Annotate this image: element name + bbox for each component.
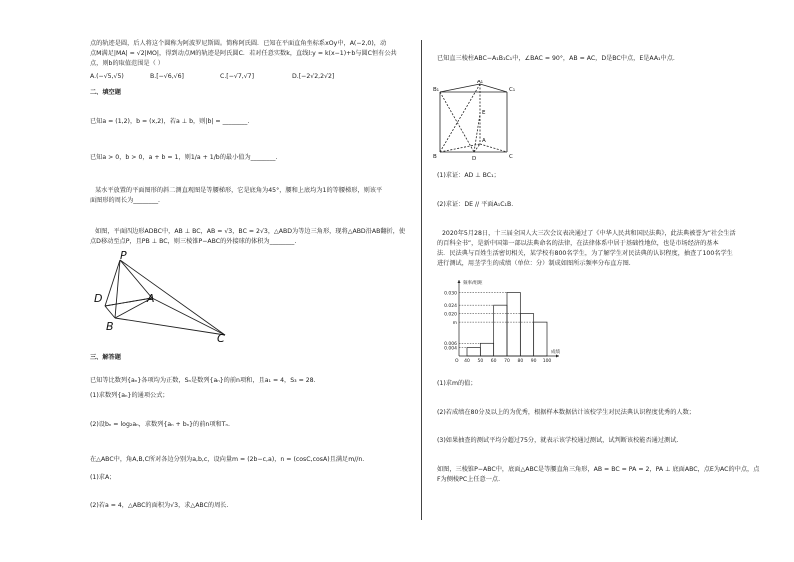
triangle-part-2: (2)若a = 4，△ABC的面积为√3，求△ABC的周长. (90, 502, 229, 509)
apollonius-line-3: 点，则b的取值范围是（ ） (90, 60, 164, 67)
column-divider (421, 40, 422, 520)
min-value-question: 已知a > 0，b > 0，a + b = 1，则1/a + 1/b的最小值为________. (90, 154, 278, 161)
edge-pc (120, 260, 225, 335)
edge-ba1 (440, 84, 480, 152)
histogram-bar (520, 314, 533, 356)
histogram-bar (507, 292, 520, 356)
option-a: A.(−√5,√5) (90, 73, 124, 80)
prism-question: 已知直三棱柱ABC−A₁B₁C₁中，∠BAC = 90°，AB = AC，D是BC中点，E是AA₁中点. (437, 55, 675, 62)
y-axis-arrow (458, 280, 461, 283)
label-c: C (217, 332, 225, 345)
edge-b1a1 (440, 84, 480, 92)
civil-code-line-1: 2020年5月28日，十三届全国人大三次会议表决通过了《中华人民共和国民法典》，此法典被誉为“社会生活 (442, 230, 736, 237)
edge-db (105, 306, 115, 318)
y-tick-label: m (452, 320, 457, 326)
label-c1: C₁ (509, 87, 516, 93)
law-part-2: (2)若成绩在80分及以上的为优秀，根据样本数据估计该校学生对民法典认识程度优秀的人数； (437, 409, 695, 416)
edge-ac-base (480, 144, 507, 152)
option-d: D.[−2√2,2√2] (292, 73, 335, 80)
apollonius-line-2: 点M满足|MA| = √2|MO|，得到动点M的轨迹是阿氏圆C．若对任意实数k，直线l:y = k(x−1)+b与圆C恒有公共 (90, 50, 397, 57)
label-b: B (433, 154, 437, 160)
histogram-bar (534, 322, 547, 356)
x-tick-label: 90 (530, 359, 537, 364)
prism-part-2: (2)求证：DE // 平面A₁C₁B. (437, 201, 514, 208)
origin-label: O (455, 359, 459, 364)
civil-code-line-4: 进行测试，用茎学生的成绩（单位：分）制成如图所示频率分布直方图. (437, 260, 631, 267)
x-tick-label: 60 (490, 359, 497, 364)
option-b: B.[−√6,√6] (150, 73, 184, 80)
histogram-bar (480, 343, 493, 356)
triangle-part-1: (1)求A； (90, 474, 116, 481)
sequence-part-2: (2)设bₙ = log₂aₙ，求数列{aₙ + bₙ}的前n项和Tₙ. (90, 421, 230, 428)
y-tick-label: 0.030 (444, 291, 457, 297)
x-tick-label: 40 (464, 359, 470, 364)
y-tick-label: 0.006 (444, 342, 457, 348)
sequence-part-1: (1)求数列{aₙ}的通项公式； (90, 392, 169, 399)
pyramid-question-line-2: F为侧棱PC上任意一点. (437, 476, 501, 483)
section-answer-heading: 三、解答题 (90, 354, 121, 361)
civil-code-line-3: 法．民法典与百姓生活密切相关，某学校有800名学生，为了解学生对民法典的认识程度，抽查了100名学生 (437, 250, 733, 257)
law-part-1: (1)求m的值； (437, 380, 477, 387)
label-d: D (472, 156, 477, 162)
label-d: D (94, 292, 103, 305)
x-axis-label: 成绩 (551, 350, 560, 355)
fold-question-line-1: 如图，平面四边形ADBC中，AB ⊥ BC，AB = √3，BC = 2√3，△ABD为等边三角形，现将△ABD沿AB翻折，使 (95, 228, 406, 235)
label-a: A (147, 292, 155, 305)
sequence-question: 已知等比数列{aₙ}各项均为正数，Sₙ是数列{aₙ}的前n项和，且a₁ = 4，S₃ = 28. (90, 377, 316, 384)
section-fill-blank-heading: 二、填空题 (90, 89, 121, 96)
edge-b1d (440, 92, 474, 152)
x-tick-label: 70 (504, 359, 510, 364)
y-tick-label: 0.020 (444, 312, 457, 318)
x-tick-label: 80 (517, 359, 524, 364)
fold-figure (90, 250, 240, 345)
apollonius-line-1: 点的轨迹是圆，后人将这个圆称为阿波罗尼斯圆。简称阿氏圆．已知在平面直角坐标系xOy中，A(−2,0)，动 (90, 40, 387, 47)
triangle-question: 在△ABC中，角A,B,C所对各边分别为a,b,c，设向量m = (2b−c,a)，n = (cosC,cosA)且满足m//n. (90, 456, 365, 463)
trapezoid-question-line-1: 某水平放置的平面图形的斜二测直观图是等腰梯形，它是底角为45°，腰和上底均为1的等腰梯形，则该平 (95, 187, 383, 194)
histogram-bar (467, 348, 480, 356)
frequency-histogram (433, 276, 573, 372)
label-c: C (509, 154, 513, 160)
y-tick-label: 0.004 (444, 346, 457, 352)
x-tick-label: 50 (477, 359, 484, 364)
prism-figure (432, 80, 522, 165)
option-c: C.[−√7,√7] (220, 73, 255, 80)
label-e: E (482, 110, 486, 116)
label-b: B (106, 320, 114, 333)
civil-code-line-2: 的百科全书”，是新中国第一部以法典命名的法律，在法律体系中居于基础性地位，也是市场经济的基本 (437, 240, 719, 247)
vector-question: 已知a = (1,2)，b = (x,2)，若a ⊥ b，则|b| = ________. (90, 118, 250, 125)
trapezoid-question-line-2: 面图形的周长为________. (90, 197, 161, 204)
law-part-3: (3)如果抽查的测试平均分超过75分，就表示该学校通过测试，试判断该校能否通过测试. (437, 437, 679, 444)
label-p: P (120, 250, 127, 262)
y-axis-label: 频率/组距 (463, 281, 483, 286)
histogram-bar (494, 305, 507, 356)
edge-a1c1 (480, 84, 507, 92)
label-b1: B₁ (433, 87, 439, 93)
x-tick-label: 100 (542, 359, 552, 364)
edge-de (474, 114, 480, 152)
pyramid-question-line-1: 如图，三棱锥P−ABC中，底面△ABC是等腰直角三角形，AB = BC = PA = 2，PA ⊥ 底面ABC，点E为AC的中点，点 (437, 466, 760, 473)
fold-question-line-2: 点D移动至点P，且PB ⊥ BC，则三棱锥P−ABC的外接球的体积为________. (90, 238, 297, 245)
label-a: A (482, 138, 486, 144)
prism-part-1: (1)求证：AD ⊥ BC₁； (437, 172, 500, 179)
y-tick-label: 0.024 (444, 303, 457, 309)
label-a1: A₁ (477, 80, 483, 85)
